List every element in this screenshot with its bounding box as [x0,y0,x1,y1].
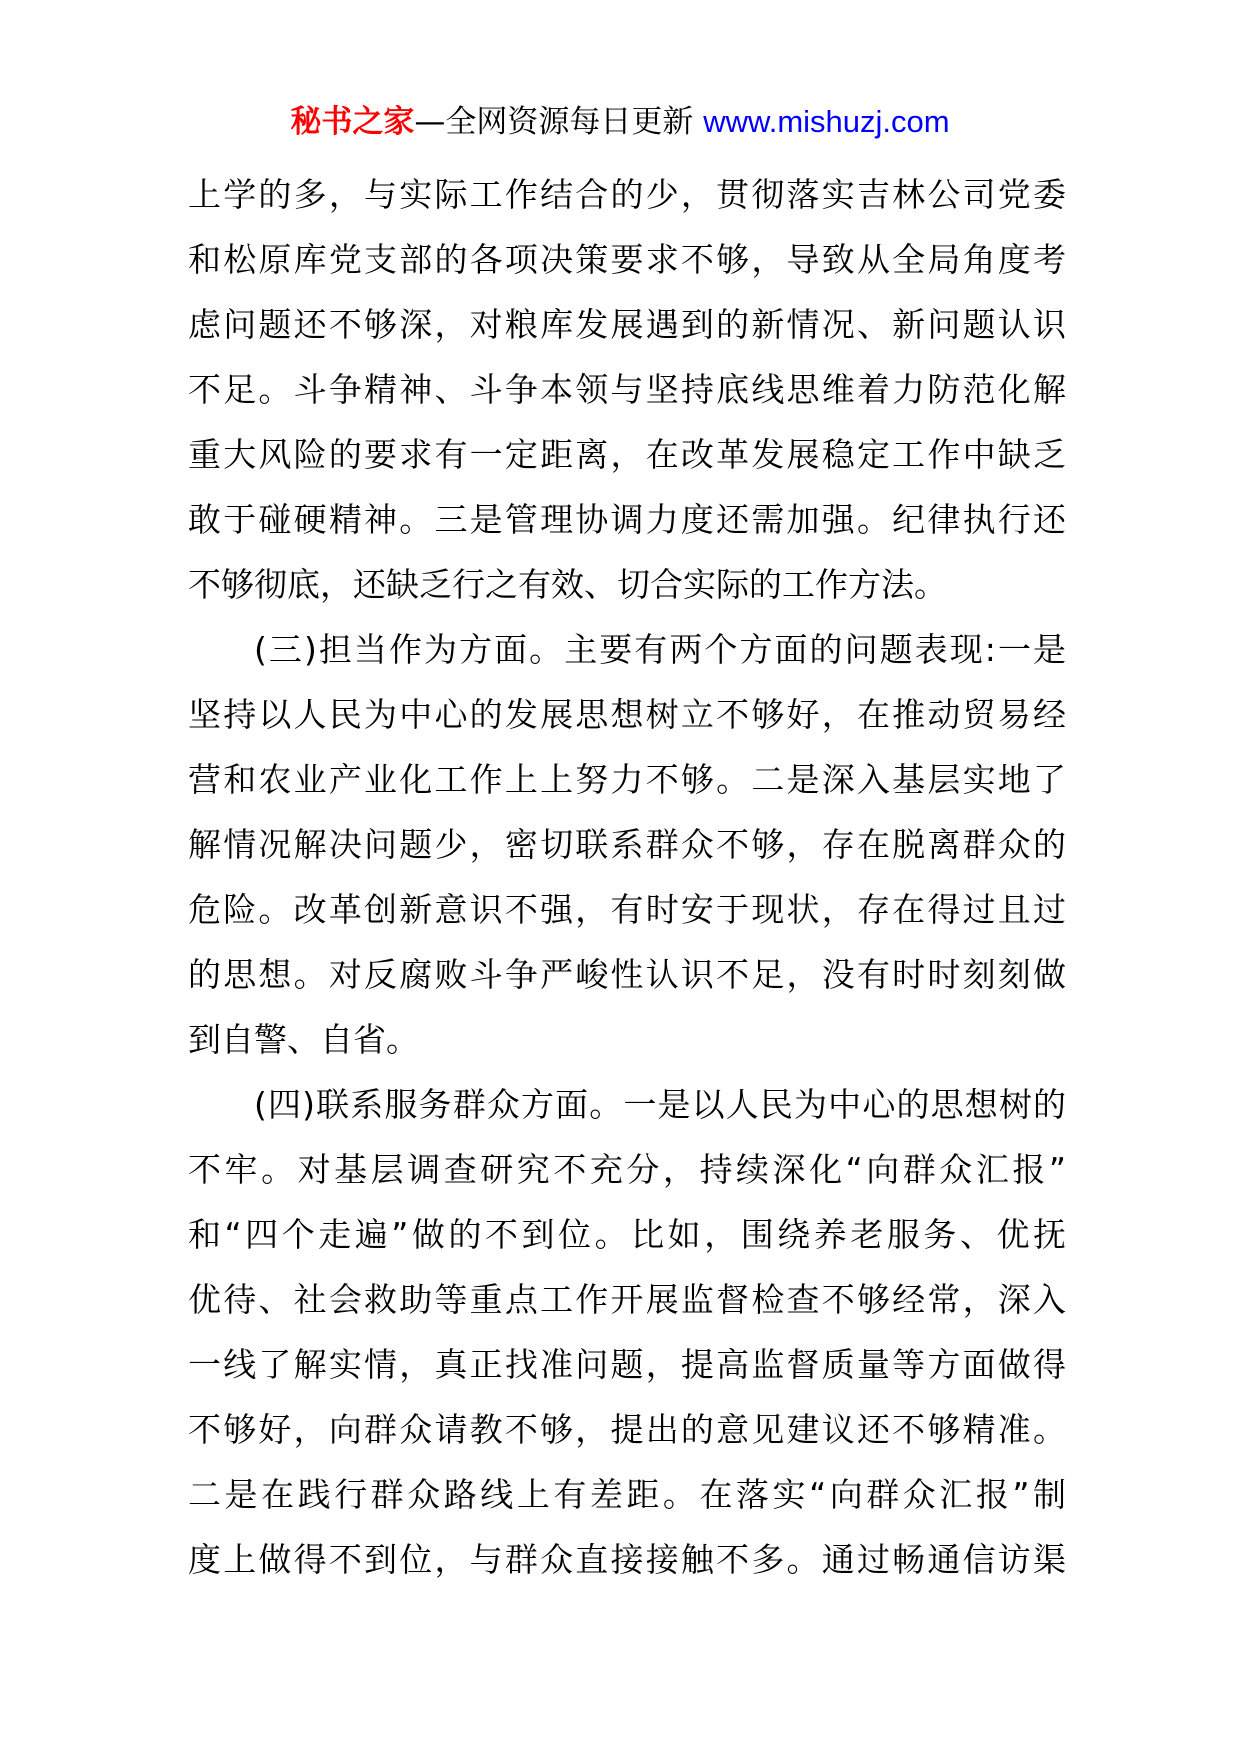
text-line: 敢于碰硬精神。三是管理协调力度还需加强。纪律执行还 [188,500,1066,539]
text-line: 不够好，向群众请教不够，提出的意见建议还不够精准。 [188,1410,1066,1449]
text-line: 虑问题还不够深，对粮库发展遇到的新情况、新问题认识 [188,305,1066,344]
paragraph-serving-masses [188,1072,1066,1592]
text-line: 和松原库党支部的各项决策要求不够，导致从全局角度考 [188,240,1066,279]
brand-name: 秘书之家 [290,104,415,140]
text-line: 二是在践行群众路线上有差距。在落实“向群众汇报”制 [188,1475,1066,1514]
text-line: 到自警、自省。 [188,1020,419,1059]
text-line: (四)联系服务群众方面。一是以人民为中心的思想树的 [254,1085,1066,1124]
text-line: 解情况解决问题少，密切联系群众不够，存在脱离群众的 [188,825,1066,864]
document-body [188,162,1066,1592]
text-line: (三)担当作为方面。主要有两个方面的问题表现:一是 [254,630,1066,669]
text-line: 不牢。对基层调查研究不充分，持续深化“向群众汇报” [188,1150,1066,1189]
text-line: 优待、社会救助等重点工作开展监督检查不够经常，深入 [188,1280,1066,1319]
text-line: 坚持以人民为中心的发展思想树立不够好，在推动贸易经 [188,695,1066,734]
paragraph-responsibility [188,617,1066,1072]
text-line: 不够彻底，还缺乏行之有效、切合实际的工作方法。 [188,565,947,604]
text-line: 一线了解实情，真正找准问题，提高监督质量等方面做得 [188,1345,1066,1384]
paragraph-continuation [188,162,1066,617]
text-line: 和“四个走遍”做的不到位。比如，围绕养老服务、优抚 [188,1215,1066,1254]
text-line: 危险。改革创新意识不强，有时安于现状，存在得过且过 [188,890,1066,929]
text-line: 不足。斗争精神、斗争本领与坚持底线思维着力防范化解 [188,370,1066,409]
text-line: 重大风险的要求有一定距离，在改革发展稳定工作中缺乏 [188,435,1066,474]
site-url-link[interactable]: www.mishuzj.com [703,104,950,139]
text-line: 上学的多，与实际工作结合的少，贯彻落实吉林公司党委 [188,175,1066,214]
page-header [0,100,1240,144]
text-line: 度上做得不到位，与群众直接接触不多。通过畅通信访渠 [188,1540,1066,1579]
text-line: 的思想。对反腐败斗争严峻性认识不足，没有时时刻刻做 [188,955,1066,994]
text-line: 营和农业产业化工作上上努力不够。二是深入基层实地了 [188,760,1066,799]
header-tagline: —全网资源每日更新 [414,104,704,140]
